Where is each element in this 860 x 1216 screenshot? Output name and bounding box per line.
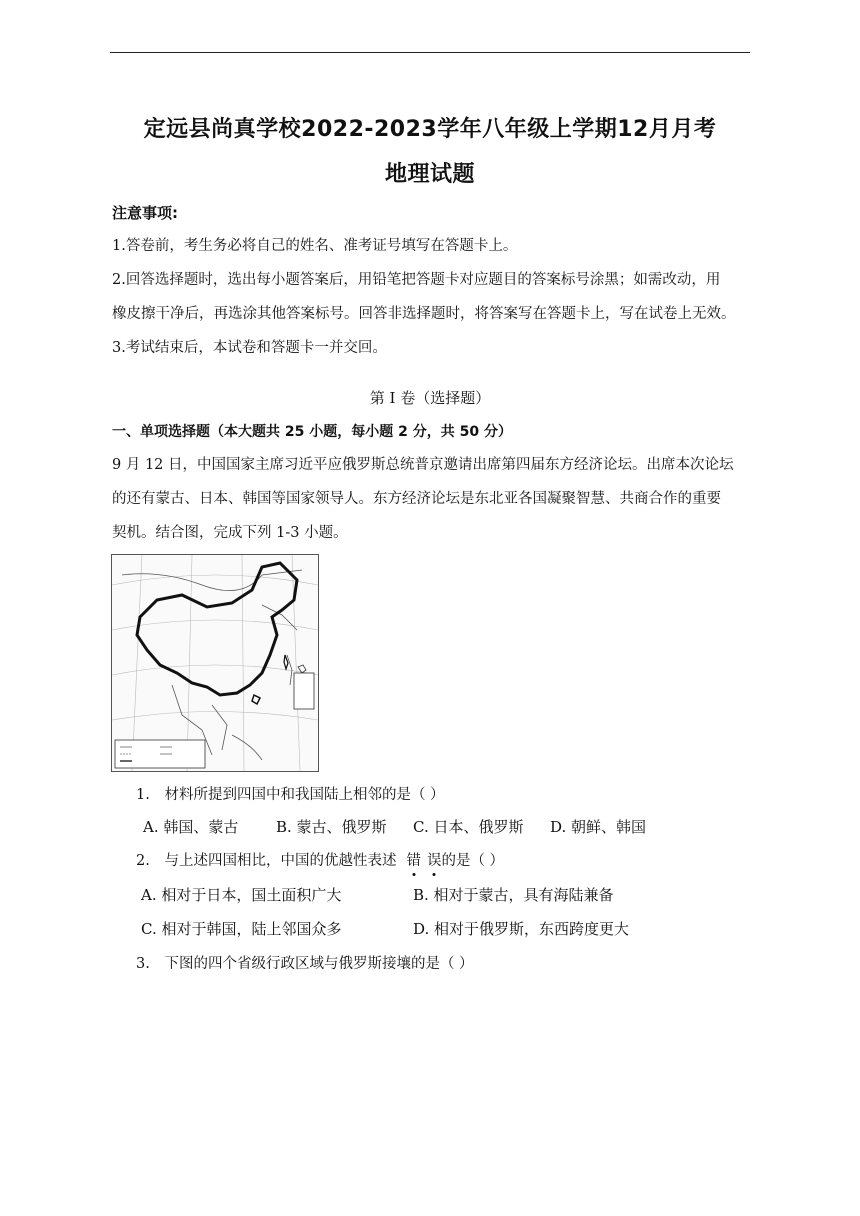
emphasis-char-1: 错	[406, 849, 421, 870]
question-3	[136, 952, 474, 973]
map-drawing	[112, 555, 318, 771]
exam-title: 定远县尚真学校2022-2023学年八年级上学期12月月考	[143, 117, 717, 142]
china-map-image	[111, 554, 319, 772]
notice-item-2: 2.回答选择题时，选出每小题答案后，用铅笔把答题卡对应题目的答案标号涂黑；如需改动，用	[112, 272, 721, 288]
section-title: 第 I 卷（选择题）	[369, 389, 491, 407]
q2-option-d[interactable]: D. 相对于俄罗斯，东西跨度更大	[413, 920, 630, 938]
question-2	[136, 849, 504, 870]
notice-item-2-cont: 橡皮擦干净后，再选涂其他答案标号。回答非选择题时，将答案写在答题卡上，写在试卷上无效。	[112, 306, 736, 322]
material-line-2: 的还有蒙古、日本、韩国等国家领导人。东方经济论坛是东北亚各国凝聚智慧、共商合作的重要	[112, 491, 721, 507]
emphasis-char-2: 误	[427, 849, 442, 870]
question-number: 3.	[136, 956, 150, 972]
top-rule	[110, 52, 750, 53]
part-heading: 一、单项选择题（本大题共 25 小题，每小题 2 分，共 50 分）	[112, 424, 512, 440]
q2-option-c[interactable]: C. 相对于韩国，陆上邻国众多	[141, 920, 342, 938]
question-stem: 与上述四国相比，中国的优越性表述	[164, 853, 397, 869]
q2-option-a[interactable]: A. 相对于日本，国土面积广大	[141, 886, 342, 904]
question-stem: 下图的四个省级行政区域与俄罗斯接壤的是（ ）	[164, 956, 474, 972]
q1-option-c[interactable]: C. 日本、俄罗斯	[413, 818, 524, 836]
material-line-1: 9 月 12 日，中国国家主席习近平应俄罗斯总统普京邀请出席第四届东方经济论坛。出席本次论坛	[112, 457, 734, 473]
question-number: 1.	[136, 787, 150, 803]
question-1	[136, 783, 445, 804]
notice-heading: 注意事项:	[112, 204, 178, 222]
question-stem-end: 的是（ ）	[441, 853, 505, 869]
question-number: 2.	[136, 853, 150, 869]
q1-option-d[interactable]: D. 朝鲜、韩国	[550, 818, 647, 836]
exam-subject: 地理试题	[384, 162, 475, 187]
notice-item-3: 3.考试结束后，本试卷和答题卡一并交回。	[112, 340, 387, 356]
question-stem: 材料所提到四国中和我国陆上相邻的是（ ）	[164, 787, 445, 803]
q1-option-b[interactable]: B. 蒙古、俄罗斯	[276, 818, 387, 836]
material-line-3: 契机。结合图，完成下列 1-3 小题。	[112, 525, 348, 541]
q1-option-a[interactable]: A. 韩国、蒙古	[143, 818, 239, 836]
notice-item-1: 1.答卷前，考生务必将自己的姓名、准考证号填写在答题卡上。	[112, 238, 518, 254]
q2-option-b[interactable]: B. 相对于蒙古，具有海陆兼备	[413, 886, 614, 904]
